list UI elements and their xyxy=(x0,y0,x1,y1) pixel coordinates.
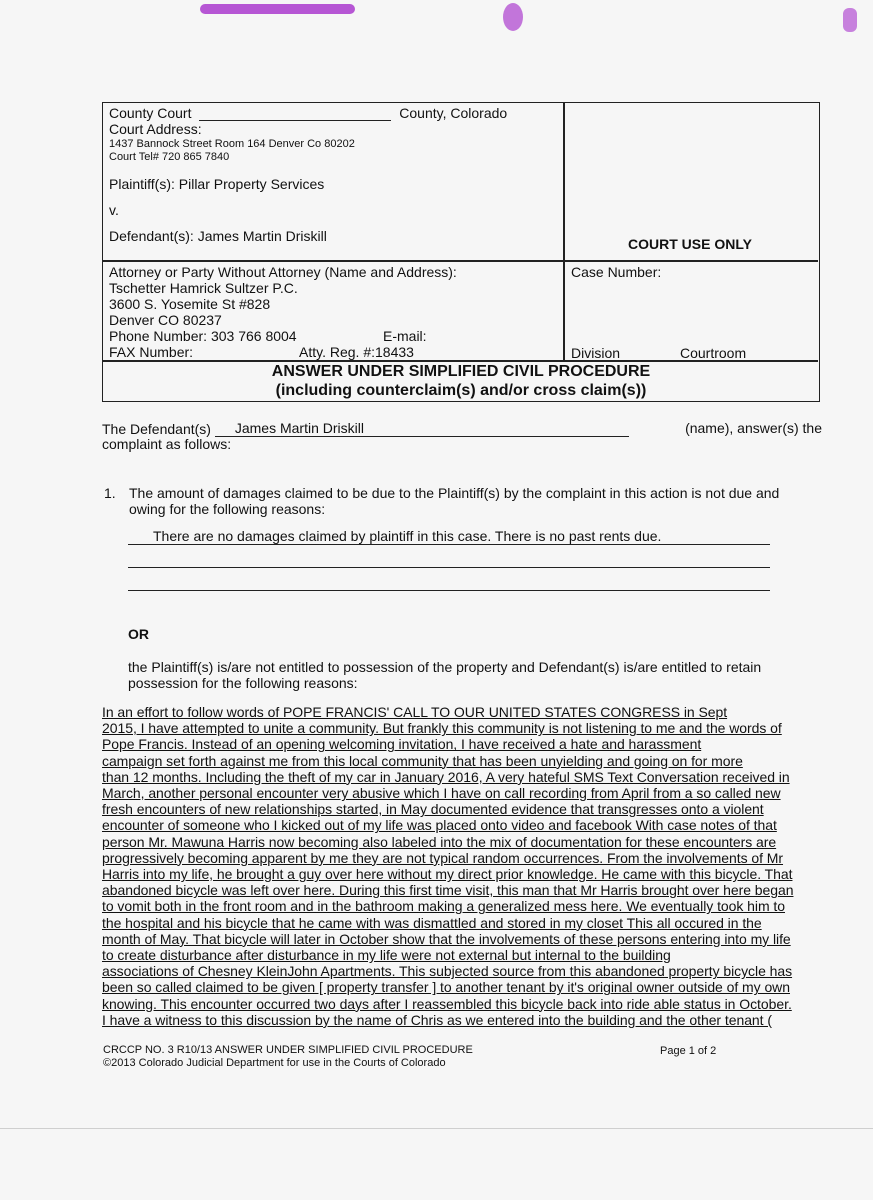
or-label: OR xyxy=(128,626,149,642)
ink-smudge-top xyxy=(200,4,355,14)
narrative-line: progressively becoming apparent by me they are not typical random occurrences. From the involvements of Mr xyxy=(102,849,784,866)
footer-copyright: ©2013 Colorado Judicial Department for use in the Courts of Colorado xyxy=(103,1057,446,1069)
atty-reg: Atty. Reg. #:18433 xyxy=(299,344,414,360)
narrative-line: Harris into my life, he brought a guy over here without my direct prior knowledge. He came with this bicycle. That xyxy=(102,866,793,883)
possession-text: the Plaintiff(s) is/are not entitled to possession of the property and Defendant(s) is/are entitled to retain possession for the following reasons: xyxy=(128,659,762,691)
narrative-line: associations of Chesney KleinJohn Apartments. This subjected source from this abandoned property bicycle has xyxy=(102,963,793,980)
court-address: 1437 Bannock Street Room 164 Denver Co 80202 xyxy=(109,138,355,150)
narrative-line: Pope Francis. Instead of an opening welcoming invitation, I have received a hate and harassment xyxy=(102,736,702,753)
court-use-only: COURT USE ONLY xyxy=(628,236,752,252)
item-1-number: 1. xyxy=(104,485,116,501)
email-label: E-mail: xyxy=(383,328,427,344)
narrative-line: I have a witness to this discussion by the name of Chris as we entered into the building and the other tenant ( xyxy=(102,1011,772,1028)
attorney-label: Attorney or Party Without Attorney (Name and Address): xyxy=(109,264,457,280)
item-1-text: The amount of damages claimed to be due to the Plaintiff(s) by the complaint in this action is not due and owing for the following reasons: xyxy=(129,485,780,517)
fax-label: FAX Number: xyxy=(109,344,194,360)
intro-line: The Defendant(s) James Martin Driskill (name), answer(s) the xyxy=(102,420,822,437)
case-number-label: Case Number: xyxy=(571,264,662,280)
narrative-line: been so called claimed to be given [ property transfer ] to another tenant by it's original owner outside of my own xyxy=(102,979,790,996)
narrative-line: the hospital and his bicycle that he came with was dismattled and stored in my closet This all occured in the xyxy=(102,914,762,931)
plaintiff: Plaintiff(s): Pillar Property Services xyxy=(109,176,325,192)
page-edge xyxy=(0,1128,873,1129)
phone-number: Phone Number: 303 766 8004 xyxy=(109,328,297,344)
narrative-line: to vomit both in the front room and in the bathroom making a generalized mess here. We eventually took him to xyxy=(102,898,785,915)
narrative-line: In an effort to follow words of POPE FRANCIS' CALL TO OUR UNITED STATES CONGRESS in Sept xyxy=(102,704,728,720)
narrative-line: knowing. This encounter occurred two days after I reassembled this bicycle back into ride able status in October. xyxy=(102,995,792,1012)
attorney-firm: Tschetter Hamrick Sultzer P.C. xyxy=(109,280,298,296)
narrative-line: March, another personal encounter very abusive which I have on call recording from April from a so called new xyxy=(102,785,781,802)
narrative-line: abandoned bicycle was left over here. During this first time visit, this man that Mr Harris brought over here began xyxy=(102,882,794,899)
narrative-line: to create disturbance after disturbance in my life were not external but internal to the building xyxy=(102,947,671,964)
courtroom-label: Courtroom xyxy=(680,345,747,361)
narrative-line: than 12 months. Including the theft of my car in January 2016, A very hateful SMS Text Conversation received in xyxy=(102,768,790,785)
caption-box xyxy=(102,102,820,402)
division-label: Division xyxy=(571,345,621,361)
footer-form-id: CRCCP NO. 3 R10/13 ANSWER UNDER SIMPLIFIED CIVIL PROCEDURE xyxy=(103,1044,473,1056)
narrative-line: encounter of someone who I kicked out of my life was placed onto video and facebook With case notes of that xyxy=(102,817,777,834)
document-title: ANSWER UNDER SIMPLIFIED CIVIL PROCEDURE (including counterclaim(s) and/or cross claim(s)) xyxy=(271,363,651,399)
court-tel: Court Tel# 720 865 7840 xyxy=(109,151,230,163)
attorney-street: 3600 S. Yosemite St #828 xyxy=(109,296,271,312)
court-address-label: Court Address: xyxy=(109,121,202,137)
attorney-city: Denver CO 80237 xyxy=(109,312,222,328)
ink-smudge-right xyxy=(503,3,523,31)
ink-smudge-corner xyxy=(843,8,857,32)
narrative-line: month of May. That bicycle will later in October show that the involvements of these persons entering into my life xyxy=(102,930,791,947)
damages-answer: There are no damages claimed by plaintiff in this case. There is no past rents due. xyxy=(153,528,662,544)
narrative-line: fresh encounters of new relationships started, in May documented evidence that transgresses onto a violent xyxy=(102,801,764,818)
narrative-block xyxy=(102,704,822,1028)
county-court-line: County Court County, Colorado xyxy=(109,105,508,121)
narrative-line: person Mr. Mawuna Harris now becoming also labeled into the mix of documentation for these encounters are xyxy=(102,833,777,850)
defendant: Defendant(s): James Martin Driskill xyxy=(109,228,327,244)
footer-page-number: Page 1 of 2 xyxy=(660,1045,717,1057)
defendant-name-field: James Martin Driskill xyxy=(215,420,629,437)
intro-line-2: complaint as follows: xyxy=(102,436,232,452)
narrative-line: campaign set forth against me from this local community that has been unyielding and going on for more xyxy=(102,752,743,769)
answer-rule-2 xyxy=(128,567,770,568)
versus: v. xyxy=(109,202,119,218)
answer-rule-3 xyxy=(128,590,770,591)
narrative-line: 2015, I have attempted to unite a community. But frankly this community is not listening to me and the words of xyxy=(102,720,782,737)
answer-rule-1 xyxy=(128,544,770,545)
